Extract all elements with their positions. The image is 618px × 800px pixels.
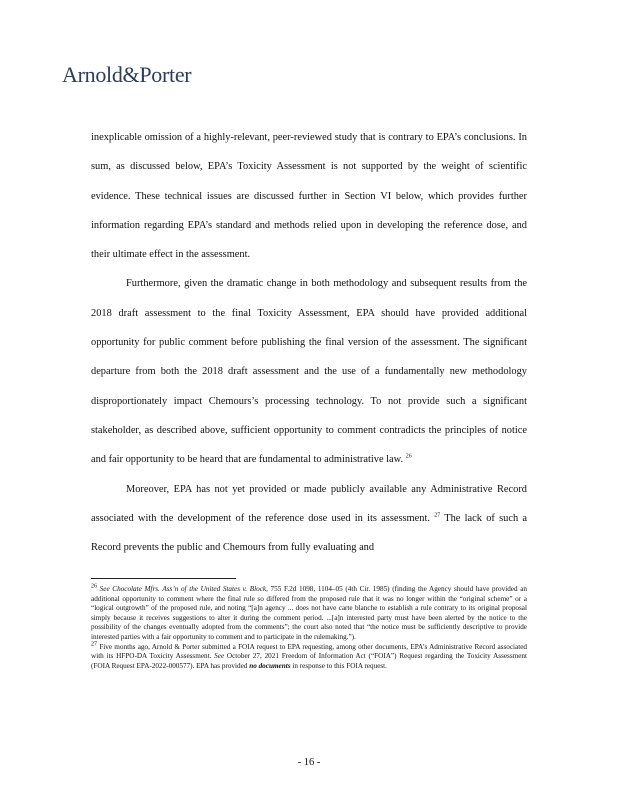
footnote-ref-26[interactable]: 26 xyxy=(405,453,412,460)
footnote-27-number: 27 xyxy=(91,641,97,648)
page-number: - 16 - xyxy=(297,757,321,768)
logo-left: Arnold xyxy=(62,62,123,87)
footnote-26-text: , 755 F.2d 1098, 1104–05 (4th Cir. 1985) (finding the Agency should have provided an additional opportunity to comment where the final rule so differed from the proposed rule that it was no longer within the “original scheme” or a “logical outgrowth” of the proposed rule, and noting “[a]n agency ... does not have carte blanche to establish a rule contrary to its original proposal simply because it receives suggestions to alter it during the comment period. ...[a]n interested party must have been alerted by the notice to the possibility of the changes eventually adopted from the comments”; the court also noted that “the notice must be sufficiently descriptive to provide interested parties with a fair opportunity to comment and to participate in the rulemaking.”). xyxy=(91,585,528,641)
footnotes xyxy=(91,585,527,671)
footnote-ref-27[interactable]: 27 xyxy=(434,512,441,519)
footnote-26-number: 26 xyxy=(91,583,97,590)
paragraph-1 xyxy=(91,123,527,269)
logo-ampersand: & xyxy=(122,62,140,87)
footnote-27-see: See xyxy=(214,652,225,661)
footnote-26-case: See Chocolate Mfrs. Ass’n of the United States v. Block xyxy=(99,585,267,593)
paragraph-3-continued: The lack of such a Record prevents the public and Chemours from fully evaluating and xyxy=(91,512,527,554)
footnote-27-text-a: Five months ago, Arnold & Porter submitted a FOIA request to EPA requesting, among other documents, EPA’s Administrative Record associated with its HFPO-DA Toxicity Assessment. xyxy=(91,642,528,661)
paragraph-2 xyxy=(91,269,527,474)
footnote-27-emphasis: no documents xyxy=(249,661,291,670)
logo-right: Porter xyxy=(139,62,192,87)
footnote-27-text-b: October 27, 2021 Freedom of Information Act (“FOIA”) Request regarding the Toxicity Assessment (FOIA Request EPA-2022-000577). EPA has provided xyxy=(91,652,528,670)
footnote-27 xyxy=(91,643,527,672)
paragraph-3 xyxy=(91,475,527,563)
footnote-27-text-c: in response to this FOIA request. xyxy=(292,661,387,670)
paragraph-1-text: inexplicable omission of a highly-relevant, peer-reviewed study that is contrary to EPA’s conclusions. In sum, as discussed below, EPA’s Toxicity Assessment is not supported by the weight of scientific evidence. These technical issues are discussed further in Section VI below, which provides further information regarding EPA’s standard and methods relied upon in developing the reference dose, and their ultimate effect in the assessment. xyxy=(91,132,527,261)
footnote-divider xyxy=(91,578,236,579)
paragraph-2-text: Furthermore, given the dramatic change in both methodology and subsequent results from the 2018 draft assessment to the final Toxicity Assessment, EPA should have provided additional opportunity for public comment before publishing the final version of the assessment. The significant departure from both the 2018 draft assessment and the use of a fundamentally new methodology disproportionately impact Chemours’s processing technology. To not provide such a significant stakeholder, as described above, sufficient opportunity to comment contradicts the principles of notice and fair opportunity to be heard that are fundamental to administrative law. xyxy=(91,278,527,466)
body-text xyxy=(91,123,527,562)
paragraph-3-text: Moreover, EPA has not yet provided or made publicly available any Administrative Record associated with the development of the reference dose used in its assessment. xyxy=(91,483,527,524)
firm-logo xyxy=(62,62,191,88)
footnote-26 xyxy=(91,585,527,643)
